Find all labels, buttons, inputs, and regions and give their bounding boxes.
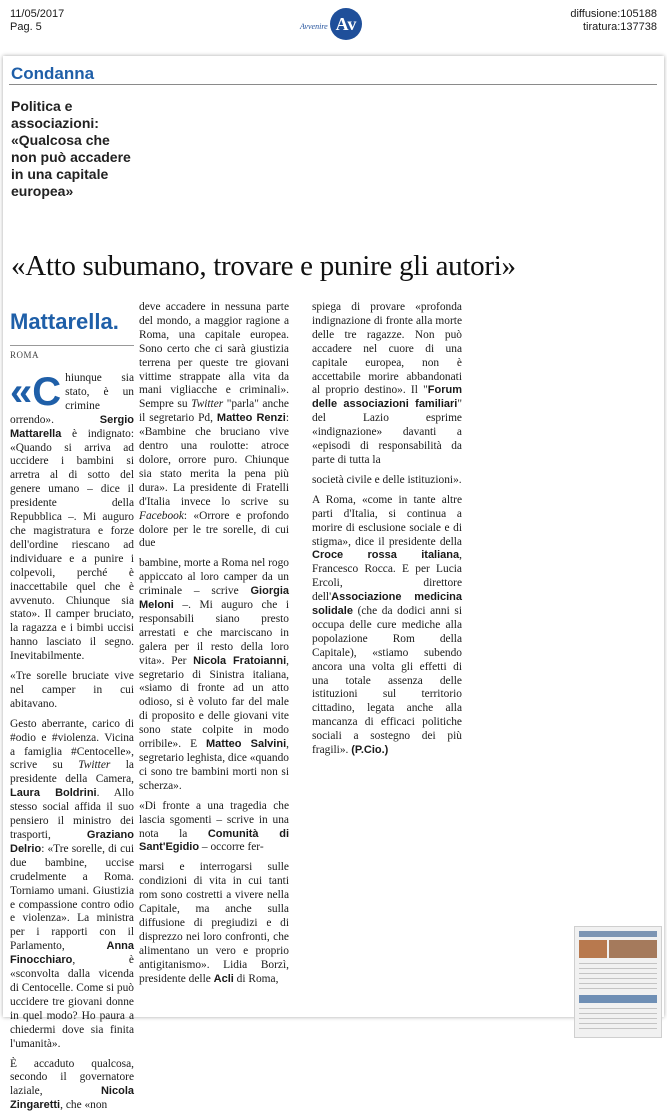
text: la presidente della Camera, (10, 759, 134, 786)
text: , che «non (60, 1099, 108, 1112)
organization-name: Acli (213, 972, 234, 985)
newspaper-logo (300, 8, 380, 48)
text: : «Bambine che bruciano vive dentro una roulotte: atroce dolore, orrore puro. Chiunque sia stato merita la pena più dura». La presidente di Fratelli d'Italia invece lo scrive su (139, 412, 289, 508)
text: – occorre fer- (199, 841, 264, 854)
person-name: Nicola Fratoianni (193, 654, 287, 667)
person-name: Giorgia Meloni (139, 585, 289, 612)
summary: Politica e associazioni: «Qualcosa che non può accadere in una capitale europea» (11, 98, 131, 199)
organization-name: Associazione medicina solidale (312, 591, 462, 618)
text: –. Mi auguro che i responsabili siano presto arrestati e che marciscano in galera per il resto della loro vita». Per (139, 599, 289, 667)
paragraph (139, 557, 289, 793)
text: , è «sconvolta dalla vicenda di Centocelle. Come si può uccidere tre giovani donne in quel modo? Ho paura a chiedermi dove sia finita l'umanità». (10, 954, 134, 1050)
clipping-date: 11/05/2017 (10, 8, 65, 20)
organization-name: Forum delle associazioni familiari (312, 384, 462, 411)
text: : «Orrore e profondo dolore per le tre sorelle, di cui due (139, 509, 289, 550)
diffusione: diffusione:105188 (570, 8, 657, 20)
paragraph (139, 861, 289, 986)
organization-name: Croce rossa italiana (312, 549, 460, 562)
person-name: Matteo Renzi (216, 412, 286, 425)
paragraph (312, 494, 462, 758)
text: Facebook (139, 509, 184, 522)
author-initials: (P.Cio.) (351, 744, 389, 757)
text: Twitter (78, 759, 111, 772)
text: hiunque sia stato, è un crimine orrendo». (10, 372, 134, 426)
thumbnail-line (579, 988, 657, 989)
text: (che da dodici anni si occupa delle cure mediche alla popolazione Rom della Capitale), «stiamo subendo ancora una volta gli effetti di una totale assenza delle istituzioni sul territorio cittadino, legata anche alla mancanza di efficaci politiche sociali a sostegno dei più fragili». (312, 605, 462, 757)
paragraph (139, 800, 289, 856)
person-name: Laura Boldrini (10, 787, 97, 800)
paragraph (10, 718, 134, 1052)
text: "parla" anche il segretario Pd, (139, 398, 289, 425)
thumbnail-band (579, 995, 657, 1003)
thumbnail-line (579, 1013, 657, 1014)
text: è indignato: «Quando si arriva ad uccidere i bambini si arretra al di sotto del genere umano – dice il presidente della Repubblica –. Mi auguro che magistratura e forze dell'ordine riescano ad individuare e a punire i colpevoli, perché è inaccettabile quel che è avvenuto. Chiunque sia stato». Il camper bruciato, la ragazza e i bimbi uccisi hanno lasciato il segno. Inevitabilmente. (10, 427, 134, 663)
person-name: Anna Finocchiaro (10, 940, 134, 967)
text: di Roma, (233, 972, 279, 985)
thumbnail-line (579, 968, 657, 969)
headline: «Atto subumano, trovare e punire gli autori» (11, 250, 516, 282)
thumbnail-line (579, 983, 657, 984)
person-name: Graziano Delrio (10, 829, 134, 855)
text: Twitter (191, 398, 224, 411)
text: spiega di provare «profonda indignazione di fronte alla morte delle tre ragazze. Non può accadere nel cuore di una capitale europea, non è accettabile morire abbandonati al proprio destino». Il " (312, 301, 462, 397)
text: , segretario di Sinistra italiana, «siamo di fronte ad un atto odioso, si è voluto far del male di proposito e delle giovani vite sono state colpite in modo orribile». E (139, 654, 289, 751)
logo-text: Avvenire (300, 22, 328, 31)
thumbnail-photo (609, 940, 657, 958)
logo-mark: Av (330, 8, 362, 40)
paragraph: «Tre sorelle bruciate vive nel camper in cui abitavano. (10, 670, 134, 710)
organization-name: Comunità di Sant'Egidio (139, 827, 289, 854)
thumbnail-line (579, 973, 657, 974)
thumbnail-line (579, 1028, 657, 1029)
thumbnail-line (579, 1008, 657, 1009)
text: «Di fronte a una tragedia che lascia sgomenti – scrive in una nota la (139, 799, 289, 840)
city-divider (10, 345, 134, 346)
text: deve accadere in nessuna parte del mondo, a maggior ragione a Roma, una capitale europea. Sono certo che ci sarà giustizia terrena per queste tre giovani vittime strappate alla vita da mani vigliacche e criminali». Sempre su (139, 301, 289, 411)
text: bambine, morte a Roma nel rogo appiccato al loro camper da un criminale – scrive (139, 557, 289, 598)
thumbnail-line (579, 978, 657, 979)
text: , segretario leghista, dice «quando ci sono tre bambini morti non si scherza». (139, 738, 289, 792)
paragraph (10, 372, 134, 664)
clipping-page: Pag. 5 (10, 21, 42, 33)
dropcap: «C (10, 370, 62, 414)
rubric: Condanna (11, 64, 95, 83)
paragraph (139, 301, 289, 551)
article-clipping (3, 56, 664, 1112)
thumbnail-line (579, 1018, 657, 1019)
paragraph: società civile e delle istituzioni». (312, 473, 462, 486)
thumbnail-photo (579, 940, 607, 958)
column-2 (139, 301, 289, 993)
person-name: Sergio Mattarella (10, 413, 134, 440)
person-name: Matteo Salvini (206, 738, 287, 751)
text: : «Tre sorelle, di cui due bambine, uccise crudelmente a Roma. Torniamo umani. Giustizia e compassione contro odio e violenza». La ministra per i rapporti con il Parlamento, (10, 842, 134, 953)
thumbnail-line (579, 963, 657, 964)
text: È accaduto qualcosa, secondo il governatore laziale, (10, 1057, 134, 1098)
lead-name: Mattarella. (10, 309, 119, 334)
paragraph (10, 1058, 134, 1114)
header-left (10, 8, 64, 34)
text: " del Lazio esprime «indignazione» davanti a «episodi di responsabilità da parte di tutta la (312, 398, 462, 466)
text: . Allo stesso social affida il suo pensiero il ministro dei trasporti, (10, 787, 134, 841)
column-3 (312, 301, 462, 764)
rubric-divider (9, 84, 657, 85)
thumbnail-header (579, 931, 657, 937)
text: A Roma, «come in tante altre parti d'Italia, si continua a morire di esclusione sociale e di stigma», dice il presidente della (312, 493, 462, 548)
header-right (570, 8, 657, 34)
text: , Francesco Rocca. E per Lucia Ercoli, direttore dell' (312, 549, 462, 604)
column-1 (10, 372, 134, 1119)
city: ROMA (10, 350, 40, 360)
tiratura: tiratura:137738 (583, 21, 657, 33)
person-name: Nicola Zingaretti (10, 1085, 134, 1112)
text: Gesto aberrante, carico di #odio e #violenza. Vicina a famiglia #Centocelle», scrive su (10, 717, 134, 772)
paragraph (312, 301, 462, 468)
text: marsi e interrogarsi sulle condizioni di vita in cui tanti rom sono costretti a vivere nella Capitale, ma anche sulla diffusione di pregiudizi e di disprezzo nei loro confronti, che alimentano un vero e proprio antigitanismo». Lidia Borzì, presidente delle (139, 861, 289, 985)
page-thumbnail (574, 926, 662, 1038)
